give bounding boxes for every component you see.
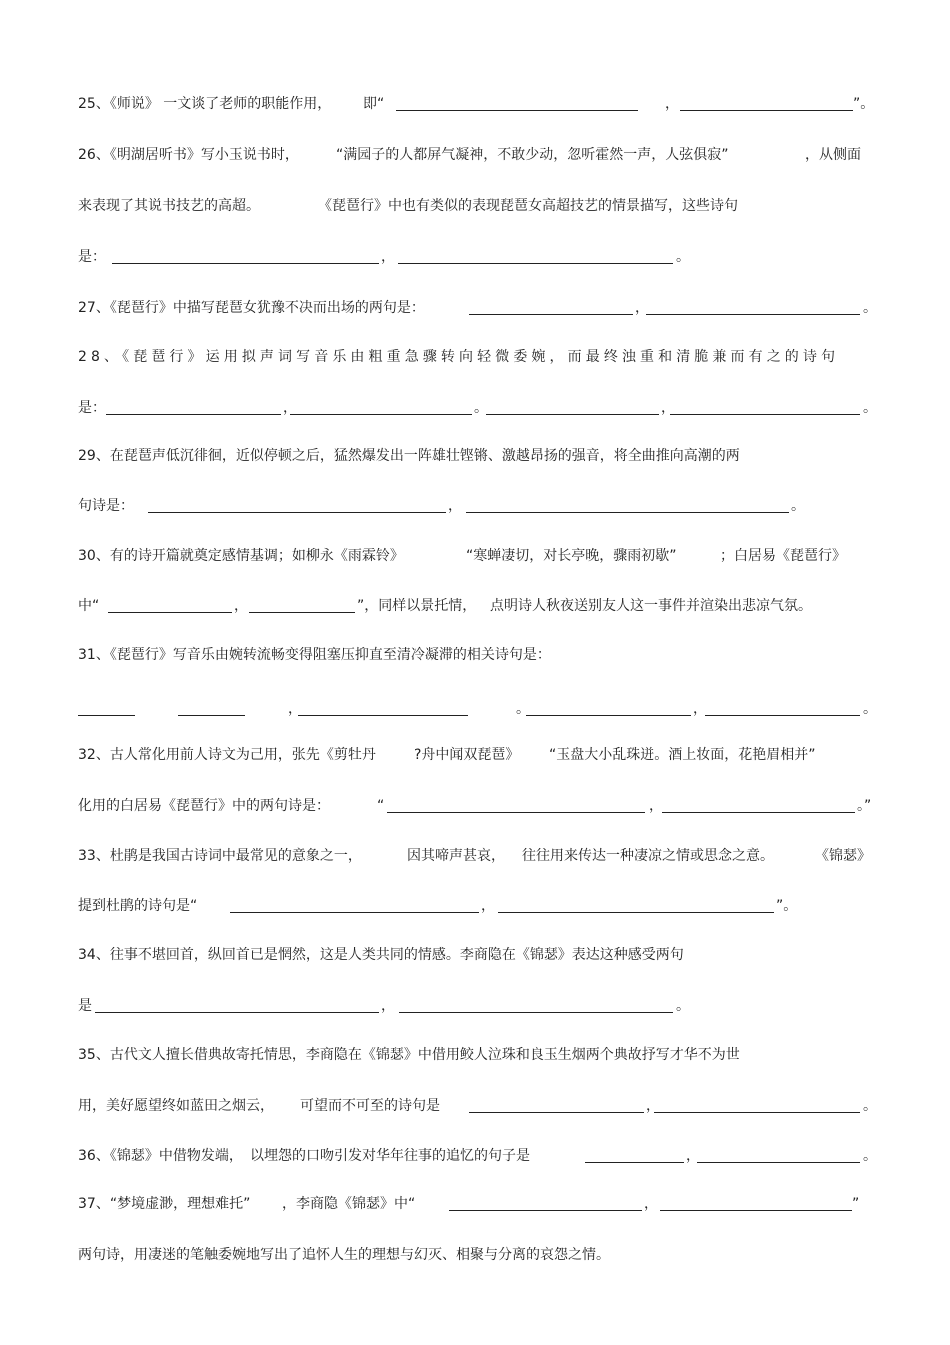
question-text: 往往用来传达一种凄凉之情或思念之意。: [522, 848, 774, 864]
answer-blank[interactable]: [375, 715, 447, 716]
answer-blank[interactable]: [466, 512, 789, 513]
answer-blank[interactable]: [290, 414, 472, 415]
answer-blank[interactable]: [646, 314, 860, 315]
question-text: ，: [283, 400, 297, 416]
answer-blank[interactable]: [555, 110, 638, 111]
question-text: 27、《琵琶行》中描写琵琶女犹豫不决而出场的两句是：: [78, 300, 425, 316]
question-line: [0, 744, 950, 766]
question-text: 可望而不可至的诗句是: [300, 1098, 440, 1114]
question-text: ”，同样以景托情，: [357, 598, 477, 614]
question-text: 。: [863, 400, 877, 416]
question-text: 25、《师说》 一文谈了老师的职能作用，: [78, 96, 332, 112]
answer-blank[interactable]: [249, 612, 355, 613]
answer-blank[interactable]: [108, 612, 232, 613]
question-text: 。: [863, 1148, 877, 1164]
question-text: 37、“梦境虚渺，理想难托”: [78, 1196, 251, 1212]
question-text: 中“: [78, 598, 100, 614]
answer-blank[interactable]: [660, 1210, 852, 1211]
answer-blank[interactable]: [230, 912, 479, 913]
question-line: [0, 944, 950, 966]
answer-blank[interactable]: [469, 1112, 644, 1113]
question-text: 35、古代文人擅长借典故寄托情思，李商隐在《锦瑟》中借用鲛人泣珠和良玉生烟两个典故抒写才华不为世: [78, 1047, 740, 1063]
answer-blank[interactable]: [398, 263, 673, 264]
question-text: 点明诗人秋夜送别友人这一事件并渲染出悲凉气氛。: [490, 598, 812, 614]
question-text: 32、古人常化用前人诗文为己用，张先《剪牡丹: [78, 747, 376, 763]
question-text: 。”: [857, 798, 872, 814]
question-text: 29、在琵琶声低沉徘徊，近似停顿之后，猛然爆发出一阵雄壮铿锵、激越昂扬的强音，将全曲推向高潮的两: [78, 448, 740, 464]
answer-blank[interactable]: [526, 715, 691, 716]
question-text: ，从侧面: [805, 147, 861, 163]
answer-blank[interactable]: [680, 110, 853, 111]
question-line: [0, 495, 950, 517]
question-text: “满园子的人都屏气凝神，不敢少动，忽听霍然一声，人弦俱寂”: [336, 147, 729, 163]
question-text: ，: [481, 898, 495, 914]
answer-blank[interactable]: [148, 512, 446, 513]
answer-blank[interactable]: [449, 1210, 642, 1211]
question-text: 提到杜鹃的诗句是“: [78, 898, 198, 914]
question-text: 30、有的诗开篇就奠定感情基调；如柳永《雨霖铃》: [78, 548, 404, 564]
question-text: ，: [644, 1196, 658, 1212]
answer-blank[interactable]: [662, 812, 855, 813]
question-line: [0, 144, 950, 166]
question-text: 33、杜鹃是我国古诗词中最常见的意象之一，: [78, 848, 362, 864]
question-line: [0, 795, 950, 817]
question-line: [0, 297, 950, 319]
question-text: 。: [863, 1098, 877, 1114]
question-line: [0, 1095, 950, 1117]
question-line: [0, 895, 950, 917]
answer-blank[interactable]: [469, 314, 633, 315]
question-text: ，: [686, 1148, 700, 1164]
question-text: 《琵琶行》中也有类似的表现琵琶女高超技艺的情景描写，这些诗句: [318, 198, 738, 214]
question-text: 。: [863, 701, 877, 717]
answer-blank[interactable]: [585, 1162, 684, 1163]
answer-blank[interactable]: [498, 912, 774, 913]
question-text: 即“: [363, 96, 385, 112]
answer-blank[interactable]: [112, 263, 379, 264]
question-text: ，: [635, 300, 649, 316]
question-text: 用，美好愿望终如蓝田之烟云，: [78, 1098, 274, 1114]
question-text: 。: [676, 998, 690, 1014]
answer-blank[interactable]: [420, 110, 528, 111]
question-text: 。: [516, 701, 530, 717]
question-line: [0, 195, 950, 217]
question-text: 31、《琵琶行》写音乐由婉转流畅变得阻塞压抑直至清冷凝滞的相关诗句是：: [78, 647, 551, 663]
question-text: 以埋怨的口吻引发对华年往事的追忆的句子是: [250, 1148, 530, 1164]
question-text: ，: [448, 498, 462, 514]
answer-blank[interactable]: [654, 1112, 860, 1113]
question-line: [0, 246, 950, 268]
answer-blank[interactable]: [78, 715, 110, 716]
question-text: 34、往事不堪回首，纵回首已是惘然，这是人类共同的情感。李商隐在《锦瑟》表达这种感受两句: [78, 947, 684, 963]
question-text: ，: [646, 1098, 660, 1114]
answer-blank[interactable]: [528, 110, 555, 111]
answer-blank[interactable]: [110, 715, 135, 716]
question-text: ，: [381, 998, 395, 1014]
question-line: [0, 445, 950, 467]
question-text: 。: [676, 249, 690, 265]
question-text: 26、《明湖居听书》写小玉说书时，: [78, 147, 299, 163]
question-text: ，: [693, 701, 707, 717]
question-text: 是：: [78, 400, 106, 416]
answer-blank[interactable]: [106, 414, 281, 415]
answer-blank[interactable]: [298, 715, 330, 716]
question-text: ”: [852, 1196, 860, 1212]
question-text: ，: [381, 249, 395, 265]
question-line: [0, 1044, 950, 1066]
question-text: ，: [288, 701, 302, 717]
answer-blank[interactable]: [387, 812, 645, 813]
question-text: 两句诗，用凄迷的笔触委婉地写出了追怀人生的理想与幻灭、相聚与分离的哀怨之情。: [78, 1247, 610, 1263]
question-text: ?舟中闻双琵琶》: [414, 747, 520, 763]
question-line: [0, 644, 950, 666]
answer-blank[interactable]: [697, 1162, 860, 1163]
question-text: 是：: [78, 249, 106, 265]
question-text: ”。: [776, 898, 798, 914]
question-line: [0, 698, 950, 720]
question-text: 《锦瑟》: [815, 848, 871, 864]
question-line: [0, 845, 950, 867]
question-text: ，: [661, 400, 675, 416]
question-text: “寒蝉凄切，对长亭晚，骤雨初歇”: [466, 548, 677, 564]
question-text: ，李商隐《锦瑟》中“: [282, 1196, 416, 1212]
answer-blank[interactable]: [178, 715, 245, 716]
question-text: ”。: [853, 96, 875, 112]
answer-blank[interactable]: [486, 414, 659, 415]
question-text: “玉盘大小乱珠迸。酒上妆面，花艳眉相并”: [549, 747, 816, 763]
question-line: [0, 397, 950, 419]
question-line: [0, 545, 950, 567]
question-text: 因其啼声甚哀，: [407, 848, 505, 864]
answer-blank[interactable]: [447, 715, 468, 716]
question-line: [0, 346, 950, 368]
question-text: 。: [863, 300, 877, 316]
question-text: “: [377, 798, 385, 814]
answer-blank[interactable]: [670, 414, 860, 415]
answer-blank[interactable]: [330, 715, 375, 716]
question-text: 是: [78, 998, 92, 1014]
question-text: ，: [665, 96, 679, 112]
question-text: 36、《锦瑟》中借物发端，: [78, 1148, 243, 1164]
question-text: 28、《琵琶行》运用拟声词写音乐由粗重急骤转向轻微委婉，而最终浊重和清脆兼而有之的诗句: [78, 349, 840, 365]
question-text: ；白居易《琵琶行》: [720, 548, 846, 564]
question-line: [0, 1244, 950, 1266]
question-line: [0, 1193, 950, 1215]
question-line: [0, 1145, 950, 1167]
question-text: 。: [791, 498, 805, 514]
question-text: 来表现了其说书技艺的高超。: [78, 198, 260, 214]
question-text: 化用的白居易《琵琶行》中的两句诗是：: [78, 798, 330, 814]
question-text: 。: [474, 400, 488, 416]
question-line: [0, 93, 950, 115]
question-text: 句诗是：: [78, 498, 134, 514]
question-text: ，: [649, 798, 663, 814]
answer-blank[interactable]: [399, 1012, 673, 1013]
answer-blank[interactable]: [705, 715, 860, 716]
answer-blank[interactable]: [95, 1012, 379, 1013]
answer-blank[interactable]: [396, 110, 420, 111]
question-line: [0, 995, 950, 1017]
question-line: [0, 595, 950, 617]
question-text: ，: [234, 598, 248, 614]
